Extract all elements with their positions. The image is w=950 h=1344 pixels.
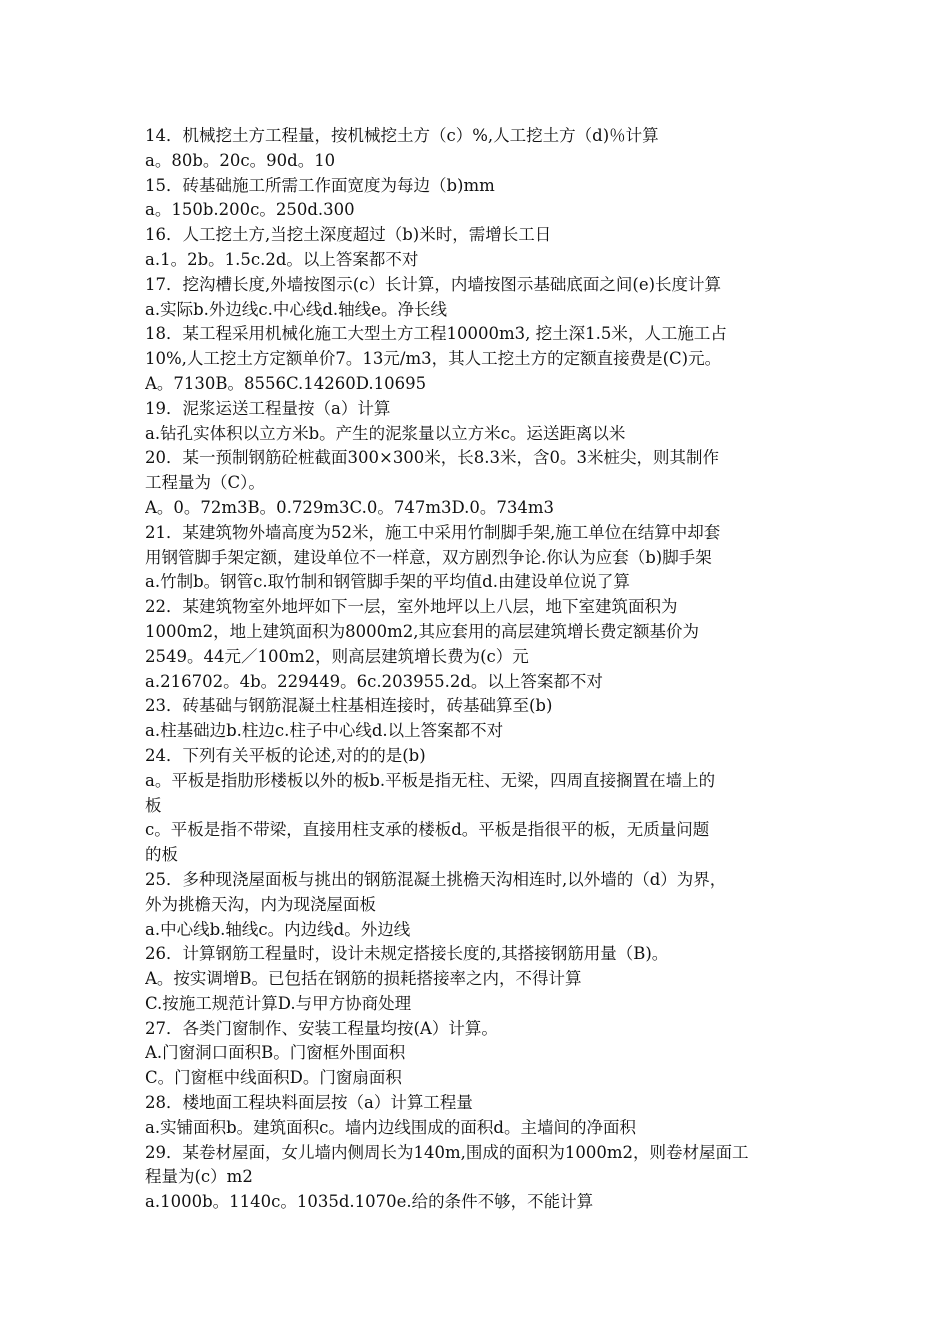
text-line: 的板: [145, 845, 178, 865]
text-line: 15．砖基础施工所需工作面宽度为每边（b)mm: [145, 175, 495, 195]
text-line: 17．挖沟槽长度,外墙按图示(c）长计算，内墙按图示基础底面之间(e)长度计算: [145, 274, 722, 294]
text-line: 27．各类门窗制作、安装工程量均按(A）计算。: [145, 1018, 498, 1038]
text-line: a。80b。20c。90d。10: [145, 150, 336, 170]
text-line: a。150b.200c。250d.300: [145, 200, 355, 220]
text-line: 25．多种现浇屋面板与挑出的钢筋混凝土挑檐天沟相连时,以外墙的（d）为界，: [145, 869, 727, 889]
text-line: 24．下列有关平板的论述,对的的是(b): [145, 745, 426, 765]
text-line: 19．泥浆运送工程量按（a）计算: [145, 398, 391, 418]
text-line: a。平板是指肋形楼板以外的板b.平板是指无柱、无梁，四周直接搁置在墙上的: [145, 770, 716, 790]
document-page: [145, 124, 825, 1215]
text-line: a.1000b。1140c。1035d.1070e.给的条件不够，不能计算: [145, 1192, 594, 1212]
text-line: 23．砖基础与钢筋混凝土柱基相连接时，砖基础算至(b): [145, 696, 553, 716]
text-line: 1000m2，地上建筑面积为8000m2,其应套用的高层建筑增长费定额基价为: [145, 621, 700, 641]
text-line: 28．楼地面工程块料面层按（a）计算工程量: [145, 1093, 473, 1113]
text-line: a.实际b.外边线c.中心线d.轴线e。净长线: [145, 299, 447, 319]
text-line: 用钢管脚手架定额，建设单位不一样意，双方剧烈争论.你认为应套（b)脚手架: [145, 547, 712, 567]
text-line: 板: [145, 795, 162, 815]
text-line: 16．人工挖土方,当挖土深度超过（b)米时，需增长工日: [145, 225, 552, 245]
text-line: A。按实调增B。已包括在钢筋的损耗搭接率之内，不得计算: [145, 969, 582, 989]
text-line: 工程量为（C）。: [145, 473, 265, 493]
text-line: a.钻孔实体积以立方米b。产生的泥浆量以立方米c。运送距离以米: [145, 423, 626, 443]
text-line: a.实铺面积b。建筑面积c。墙内边线围成的面积d。主墙间的净面积: [145, 1117, 636, 1137]
text-line: A。7130B。8556C.14260D.10695: [145, 373, 427, 393]
text-line: a.216702。4b。229449。6c.203955.2d。以上答案都不对: [145, 671, 603, 691]
text-line: 程量为(c）m2: [145, 1167, 253, 1187]
text-line: A。0。72m3B。0.729m3C.0。747m3D.0。734m3: [145, 497, 554, 517]
text-line: a.竹制b。钢管c.取竹制和钢管脚手架的平均值d.由建设单位说了算: [145, 572, 630, 592]
text-line: a.中心线b.轴线c。内边线d。外边线: [145, 919, 411, 939]
text-line: 14．机械挖土方工程量，按机械挖土方（c）%,人工挖土方（d)％计算: [145, 126, 659, 145]
text-line: 21．某建筑物外墙高度为52米，施工中采用竹制脚手架,施工单位在结算中却套: [145, 522, 721, 542]
text-line: C。门窗框中线面积D。门窗扇面积: [145, 1068, 402, 1088]
text-line: 10%,人工挖土方定额单价7。13元/m3，其人工挖土方的定额直接费是(C)元。: [145, 349, 722, 369]
text-line: 22．某建筑物室外地坪如下一层，室外地坪以上八层，地下室建筑面积为: [145, 597, 678, 617]
text-line: 外为挑檐天沟，内为现浇屋面板: [145, 894, 376, 914]
text-line: 2549。44元／100m2，则高层建筑增长费为(c）元: [145, 646, 529, 666]
text-line: a.柱基础边b.柱边c.柱子中心线d.以上答案都不对: [145, 721, 504, 741]
text-line: 20．某一预制钢筋砼桩截面300×300米，长8.3米，含0。3米桩尖，则其制作: [145, 448, 720, 468]
text-line: a.1。2b。1.5c.2d。以上答案都不对: [145, 249, 419, 269]
text-line: 26．计算钢筋工程量时，设计未规定搭接长度的,其搭接钢筋用量（B)。: [145, 944, 669, 964]
text-line: C.按施工规范计算D.与甲方协商处理: [145, 993, 412, 1013]
text-line: A.门窗洞口面积B。门窗框外围面积: [145, 1043, 406, 1063]
text-line: 29．某卷材屋面，女儿墙内侧周长为140m,围成的面积为1000m2，则卷材屋面工: [145, 1142, 749, 1162]
text-line: c。平板是指不带梁，直接用柱支承的楼板d。平板是指很平的板，无质量问题: [145, 820, 710, 840]
text-line: 18．某工程采用机械化施工大型土方工程10000m3, 挖土深1.5米，人工施工占: [145, 324, 727, 344]
